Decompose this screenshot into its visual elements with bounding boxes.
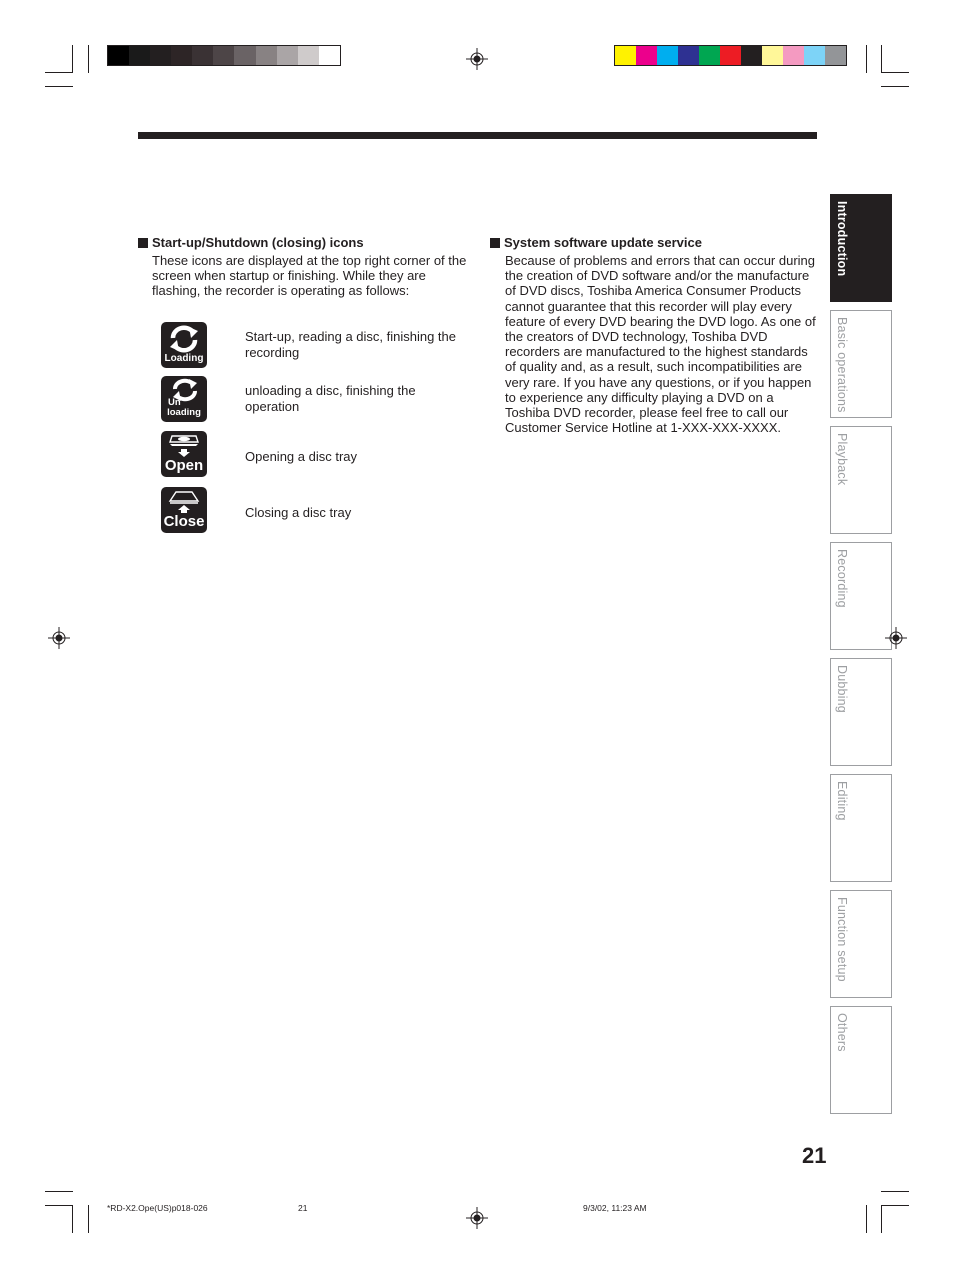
section-title-software-update: System software update service bbox=[490, 235, 702, 251]
crop-mark bbox=[866, 1205, 867, 1233]
color-swatch bbox=[657, 46, 678, 65]
side-tab-function-setup[interactable]: Function setup bbox=[830, 890, 892, 998]
loading-description: Start-up, reading a disc, finishing the recording bbox=[245, 329, 457, 360]
square-bullet-icon bbox=[490, 238, 500, 248]
color-swatch bbox=[783, 46, 804, 65]
color-swatch bbox=[108, 46, 129, 65]
color-swatch bbox=[741, 46, 762, 65]
side-tab-recording[interactable]: Recording bbox=[830, 542, 892, 650]
registration-mark-icon bbox=[466, 1207, 488, 1229]
color-swatch bbox=[256, 46, 277, 65]
color-swatch bbox=[636, 46, 657, 65]
color-swatch bbox=[720, 46, 741, 65]
crop-mark bbox=[866, 45, 867, 73]
color-swatch bbox=[319, 46, 340, 65]
color-swatch bbox=[825, 46, 846, 65]
crop-mark bbox=[88, 1205, 89, 1233]
side-tab-playback[interactable]: Playback bbox=[830, 426, 892, 534]
registration-mark-icon bbox=[466, 48, 488, 70]
footer-file: *RD-X2.Ope(US)p018-026 bbox=[107, 1203, 208, 1213]
color-swatch bbox=[699, 46, 720, 65]
side-tab-others[interactable]: Others bbox=[830, 1006, 892, 1114]
color-swatch bbox=[804, 46, 825, 65]
color-swatch bbox=[129, 46, 150, 65]
loading-icon: Loading bbox=[161, 322, 207, 368]
startup-intro-text: These icons are displayed at the top right corner of the screen when startup or finishing. While they are flashing, the recorder is operating as follows: bbox=[152, 253, 467, 299]
color-swatch bbox=[192, 46, 213, 65]
registration-mark-icon bbox=[48, 627, 70, 649]
crop-mark bbox=[45, 1191, 73, 1192]
crop-mark bbox=[72, 45, 73, 73]
close-icon: Close bbox=[161, 487, 207, 533]
color-swatch bbox=[150, 46, 171, 65]
crop-mark bbox=[881, 1191, 909, 1192]
section-title-startup-icons: Start-up/Shutdown (closing) icons bbox=[138, 235, 364, 251]
crop-mark bbox=[45, 86, 73, 87]
crop-mark bbox=[45, 1205, 73, 1206]
crop-mark bbox=[72, 1205, 73, 1233]
crop-mark bbox=[881, 1205, 882, 1233]
side-tab-basic-operations[interactable]: Basic operations bbox=[830, 310, 892, 418]
color-swatch bbox=[171, 46, 192, 65]
crop-mark bbox=[45, 72, 73, 73]
crop-mark bbox=[881, 86, 909, 87]
side-tab-editing[interactable]: Editing bbox=[830, 774, 892, 882]
crop-mark bbox=[881, 45, 882, 73]
process-color-bar bbox=[614, 45, 847, 66]
color-swatch bbox=[277, 46, 298, 65]
crop-mark bbox=[881, 1205, 909, 1206]
color-swatch bbox=[298, 46, 319, 65]
side-tab-introduction[interactable]: Introduction bbox=[830, 194, 892, 302]
color-swatch bbox=[678, 46, 699, 65]
color-swatch bbox=[762, 46, 783, 65]
footer-timestamp: 9/3/02, 11:23 AM bbox=[583, 1203, 647, 1213]
page-number: 21 bbox=[802, 1143, 827, 1168]
color-swatch bbox=[213, 46, 234, 65]
color-swatch bbox=[234, 46, 255, 65]
square-bullet-icon bbox=[138, 238, 148, 248]
open-icon: Open bbox=[161, 431, 207, 477]
side-tab-dubbing[interactable]: Dubbing bbox=[830, 658, 892, 766]
footer-page: 21 bbox=[298, 1203, 308, 1213]
unloading-description: unloading a disc, finishing the operation bbox=[245, 383, 416, 414]
heading-rule bbox=[138, 132, 817, 139]
color-swatch bbox=[615, 46, 636, 65]
open-description: Opening a disc tray bbox=[245, 449, 358, 464]
registration-mark-icon bbox=[885, 627, 907, 649]
software-update-text: Because of problems and errors that can occur during the creation of DVD software and/or the manufacture of DVD discs, Toshiba America Consumer Products cannot guarantee that this recorder will play every feature of every DVD bearing the DVD logo. As one of the creators of DVD technology, Toshiba DVD recorders are manufactured to the highest standards of quality and, as a result, such incompatibilities are very rare. If you have any questions, or if you happen to experience any difficulty playing a DVD on a Toshiba DVD recorder, please feel free to call our Customer Service Hotline at 1-XXX-XXX-XXXX. bbox=[505, 253, 816, 436]
crop-mark bbox=[88, 45, 89, 73]
unloading-icon: Un loading bbox=[161, 376, 207, 422]
grayscale-color-bar bbox=[107, 45, 341, 66]
crop-mark bbox=[881, 72, 909, 73]
close-description: Closing a disc tray bbox=[245, 505, 352, 520]
